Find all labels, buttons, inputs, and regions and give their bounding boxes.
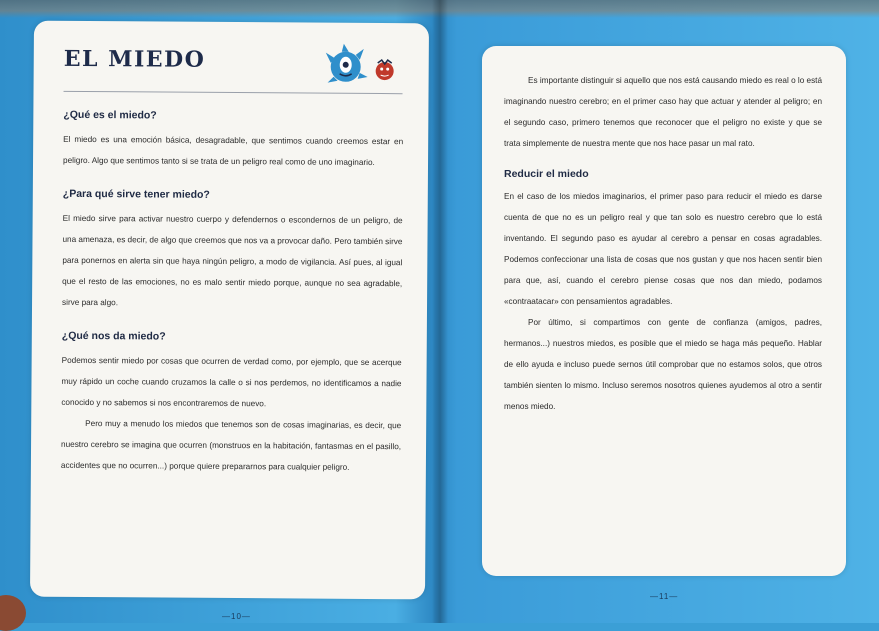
paragraph: Pero muy a menudo los miedos que tenemos son de cosas imaginarias, es decir, que nuestro cerebro se imagina que ocurren (monstruos en la habitación, fantasmas en el pasillo, accidentes que no ocurren...) porque quiere prepararnos para cualquier peligro.: [60, 418, 402, 472]
page-number-left: —10—: [222, 612, 251, 621]
left-page-content: [61, 109, 404, 478]
right-page-content: [504, 70, 822, 417]
paragraph: Por último, si compartimos con gente de confianza (amigos, padres, hermanos...) nuestros miedos, es posible que el miedo se haga más pequeño. Hablar de ello ayuda e incluso puede sernos útil comprobar que no estamos solos, que otros también sienten lo mismo. Incluso seremos nosotros quienes ayudemos al otro a sentir menos miedo.: [504, 318, 822, 411]
title-rule: [64, 91, 403, 94]
paragraph: El miedo es una emoción básica, desagradable, que sentimos cuando creemos estar en peligro. Algo que sentimos tanto si se trata de un peligro real como de uno imaginario.: [63, 134, 404, 168]
monster-mascots-icon: [322, 43, 402, 90]
left-page: [30, 21, 429, 600]
book-gutter: [432, 0, 448, 623]
paragraph: En el caso de los miedos imaginarios, el primer paso para reducir el miedo es darse cuenta de que no es un peligro real y que tan solo es nuestro cerebro que lo está inventando. El segundo paso es ayudar al cerebro a pensar en cosas agradables. Podemos confeccionar una lista de cosas que nos gustan y que nos hacen sentir bien para que, así, cuando el cerebro piense cosas que nos dan miedo, podamos «contraatacar» con pensamientos agradables.: [504, 192, 822, 306]
paragraph: El miedo sirve para activar nuestro cuerpo y defendernos o escondernos de un peligro, de una amenaza, es decir, de algo que creemos que nos va a provocar daño. Pero también sirve para ponernos en alerta sin que haya ningún peligro, a modo de vigilancia. Así pues, al igual que el resto de las emociones, no es malo sentir miedo porque, aunque no sea agradable, sirve para algo.: [62, 213, 403, 308]
section-heading-que-nos-da: ¿Qué nos da miedo?: [61, 329, 166, 343]
right-page: [482, 46, 846, 576]
paragraph: Podemos sentir miedo por cosas que ocurren de verdad como, por ejemplo, que se acerque muy rápido un coche cuando cruzamos la calle o si nos perdemos, no identificamos a nadie conocido y no sabemos si nos encontraremos de nuevo.: [61, 355, 402, 409]
section-heading-que-es: ¿Qué es el miedo?: [63, 108, 157, 122]
paragraph: Es importante distinguir si aquello que nos está causando miedo es real o lo está imaginando nuestro cerebro; en el primer caso hay que actuar y atender al peligro; en el segundo caso, primero tenemos que reconocer que el peligro no existe y que se trata simplemente de nuestra mente que nos hace pasar un mal rato.: [504, 76, 823, 148]
section-heading-para-que: ¿Para qué sirve tener miedo?: [62, 187, 210, 201]
page-number-right: —11—: [650, 592, 679, 601]
section-heading-reducir: Reducir el miedo: [504, 168, 589, 180]
page-title: EL MIEDO: [63, 45, 206, 73]
